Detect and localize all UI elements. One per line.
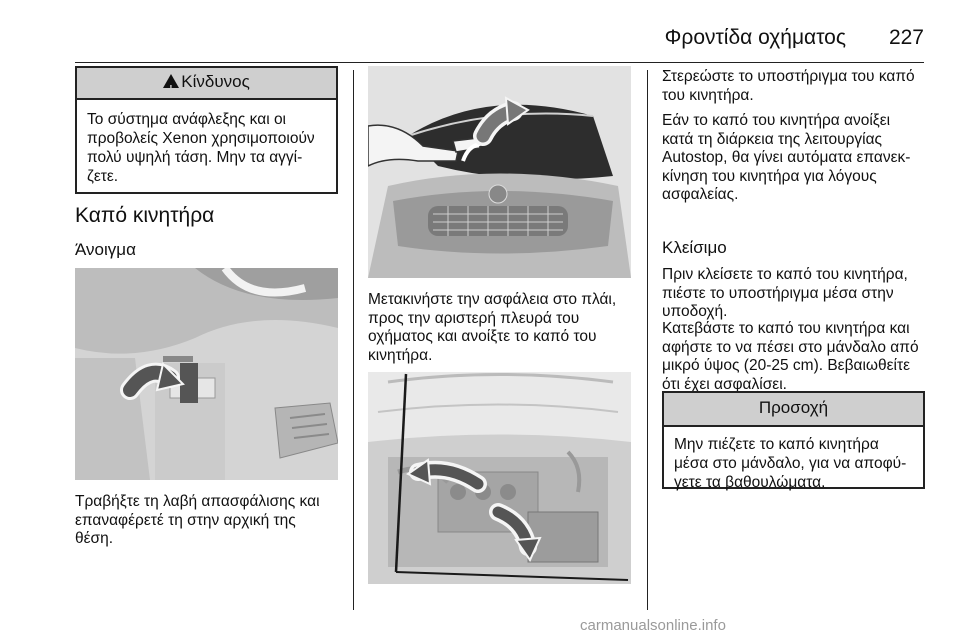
paragraph-line: μικρό ύψος (20-25 cm). Βεβαιωθείτε bbox=[662, 357, 911, 374]
danger-line: Το σύστημα ανάφλεξης και οι bbox=[87, 111, 287, 128]
danger-line: ζετε. bbox=[87, 168, 119, 185]
release-lever-illustration bbox=[75, 268, 338, 480]
section-title: Καπό κινητήρα bbox=[75, 204, 215, 227]
danger-box-header bbox=[77, 68, 336, 100]
caption-release-lever bbox=[75, 493, 345, 549]
page-number: 227 bbox=[888, 26, 924, 49]
danger-line: πολύ υψηλή τάση. Μην τα αγγί- bbox=[87, 149, 303, 166]
danger-box-text bbox=[77, 100, 336, 196]
danger-line: προβολείς Xenon χρησιμοποιούν bbox=[87, 130, 315, 147]
caution-line: Μην πιέζετε το καπό κινητήρα bbox=[674, 436, 879, 453]
warning-triangle-icon bbox=[163, 74, 179, 88]
caption-line: επαναφέρετέ τη στην αρχική της bbox=[75, 511, 296, 529]
paragraph-line: Στερεώστε το υποστήριγμα του καπό bbox=[662, 68, 915, 85]
caption-line: προς την αριστερή πλευρά του bbox=[368, 309, 580, 327]
subsection-title-opening: Άνοιγμα bbox=[75, 240, 136, 259]
figure-bonnet-safety-catch bbox=[368, 66, 631, 278]
column-divider-2 bbox=[647, 70, 648, 610]
paragraph-lower-bonnet bbox=[662, 320, 952, 394]
watermark: carmanualsonline.info bbox=[580, 617, 726, 634]
caption-line: θέση. bbox=[75, 530, 114, 547]
paragraph-line: ασφαλείας. bbox=[662, 186, 739, 203]
paragraph-autostop bbox=[662, 112, 952, 205]
column-divider-1 bbox=[353, 70, 354, 610]
caption-line: κινητήρα. bbox=[368, 346, 433, 364]
danger-box-title: Κίνδυνος bbox=[181, 72, 250, 91]
caution-line: γετε τα βαθουλώματα. bbox=[674, 474, 826, 491]
bonnet-catch-illustration bbox=[368, 66, 631, 278]
paragraph-line: Κατεβάστε το καπό του κινητήρα και bbox=[662, 320, 910, 337]
paragraph-line: Autostop, θα γίνει αυτόματα επανεκ- bbox=[662, 149, 911, 166]
paragraph-before-closing bbox=[662, 266, 952, 322]
caption-safety-catch bbox=[368, 291, 643, 365]
caution-box-header: Προσοχή bbox=[664, 393, 923, 427]
paragraph-line: πιέστε το υποστήριγμα μέσα στην bbox=[662, 284, 894, 302]
paragraph-line: Πριν κλείσετε το καπό του κινητήρα, bbox=[662, 266, 908, 283]
paragraph-line: κατά τη διάρκεια της λειτουργίας bbox=[662, 130, 883, 148]
paragraph-line: ότι έχει ασφαλίσει. bbox=[662, 375, 787, 393]
paragraph-secure-stay bbox=[662, 68, 952, 105]
figure-bonnet-stay bbox=[368, 372, 631, 584]
caution-line: μέσα στο μάνδαλο, για να αποφύ- bbox=[674, 455, 907, 472]
caption-line: οχήματος και ανοίξτε το καπό του bbox=[368, 328, 597, 345]
header-rule bbox=[75, 62, 924, 63]
caption-line: Τραβήξτε τη λαβή απασφάλισης και bbox=[75, 493, 320, 510]
paragraph-line: υποδοχή. bbox=[662, 303, 728, 320]
page-header-title: Φροντίδα οχήματος bbox=[664, 26, 846, 49]
paragraph-line: κίνηση του κινητήρα για λόγους bbox=[662, 167, 877, 185]
subsection-title-closing: Κλείσιμο bbox=[662, 238, 727, 257]
paragraph-line: του κινητήρα. bbox=[662, 86, 754, 104]
bonnet-stay-illustration bbox=[368, 372, 631, 584]
danger-box bbox=[75, 66, 338, 194]
caution-box-text bbox=[664, 427, 923, 502]
caption-line: Μετακινήστε την ασφάλεια στο πλάι, bbox=[368, 291, 617, 308]
figure-release-lever bbox=[75, 268, 338, 480]
paragraph-line: αφήστε το να πέσει στο μάνδαλο από bbox=[662, 338, 919, 356]
caution-box bbox=[662, 391, 925, 489]
paragraph-line: Εάν το καπό του κινητήρα ανοίξει bbox=[662, 112, 891, 129]
